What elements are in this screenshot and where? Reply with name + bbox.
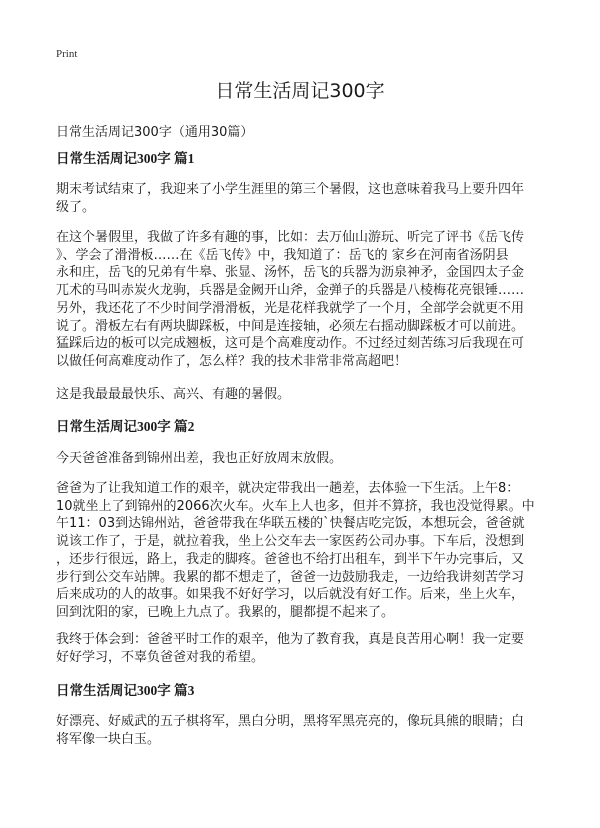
paragraph-line: 另外，我还花了不少时间学滑滑板，光是花样我就学了一个月，全部学会就更不用	[56, 300, 525, 316]
section-heading: 日常生活周记300字 篇2	[56, 419, 195, 434]
paragraph	[56, 386, 290, 404]
paragraph-line: 步行到公交车站牌。我累的都不想走了，爸爸一边鼓励我走，一边给我讲刻苦学习	[56, 569, 525, 585]
paragraph-line: 这是我最最最快乐、高兴、有趣的暑假。	[56, 387, 291, 402]
paragraph-line: 说了。滑板左右有两块脚踩板，中间是连接轴，必须左右摇动脚踩板才可以前进。	[56, 318, 525, 334]
paragraph-line: 永和庄，岳飞的兄弟有牛皋、张显、汤怀，岳飞的兵器为沥泉神矛，金国四太子金	[56, 265, 525, 281]
paragraph-line: 在这个暑假里，我做了许多有趣的事，比如：去万仙山游玩、听完了评书《岳飞传	[56, 230, 525, 245]
print-link[interactable]: Print	[56, 48, 78, 60]
paragraph-line: 》、学会了滑滑板……在《岳飞传》中，我知道了：岳飞的 家乡在河南省汤阴县	[56, 247, 509, 263]
paragraph	[56, 631, 524, 666]
paragraph-line: 午11：03到达锦州站，爸爸带我在华联五楼的`快餐店吃完饭，本想玩会，爸爸就	[56, 516, 525, 532]
page-title: 日常生活周记300字	[215, 80, 385, 102]
paragraph-line: 兀术的马叫赤炭火龙驹，兵器是金阙开山斧，金弹子的兵器是八棱梅花亮银锤……	[56, 283, 525, 299]
paragraph-line: 今天爸爸准备到锦州出差，我也正好放周末放假。	[56, 451, 343, 466]
paragraph-line: 10就坐上了到锦州的2066次火车。火车上人也多，但并不算挤，我也没觉得累。中	[56, 498, 535, 514]
paragraph-line: 将军像一块白玉。	[56, 731, 161, 747]
paragraph-line: 期末考试结束了，我迎来了小学生涯里的第三个暑假，这也意味着我马上要升四年	[56, 182, 525, 197]
paragraph-line: 好漂亮、好威武的五子棋将军，黑白分明，黑将军黑亮亮的，像玩具熊的眼睛；白	[56, 714, 525, 729]
section-heading: 日常生活周记300字 篇3	[56, 683, 195, 698]
paragraph-line: 好好学习，不辜负爸爸对我的希望。	[56, 649, 265, 665]
paragraph-line: 级了。	[56, 199, 96, 215]
subtitle: 日常生活周记300字（通用30篇）	[56, 125, 254, 140]
paragraph-line: 以做任何高难度动作了，怎么样？我的技术非常非常高超吧！	[56, 353, 408, 369]
paragraph	[56, 480, 535, 622]
paragraph	[56, 713, 524, 748]
paragraph-line: 我终于体会到：爸爸平时工作的艰辛，他为了教育我，真是良苦用心啊！我一定要	[56, 632, 525, 647]
paragraph	[56, 181, 524, 216]
paragraph-line: 说该工作了，于是，就拉着我，坐上公交车去一家医药公司办事。下车后，没想到	[56, 534, 525, 550]
paragraph-line: 爸爸为了让我知道工作的艰辛，就决定带我出一趟差，去体验一下生活。上午8：	[56, 481, 520, 496]
paragraph	[56, 450, 342, 468]
section-heading: 日常生活周记300字 篇1	[56, 151, 195, 166]
paragraph-line: 后来成功的人的故事。如果我不好好学习，以后就没有好工作。后来，坐上火车，	[56, 587, 525, 603]
paragraph-line: 回到沈阳的家，已晚上九点了。我累的，腿都提不起来了。	[56, 604, 395, 620]
paragraph-line: 猛踩后边的板可以完成翘板，这可是个高难度动作。不过经过刻苦练习后我现在可	[56, 336, 525, 352]
paragraph	[56, 229, 524, 371]
paragraph-line: ，还步行很远，路上，我走的脚疼。爸爸也不给打出租车，到半下午办完事后，又	[56, 551, 525, 567]
